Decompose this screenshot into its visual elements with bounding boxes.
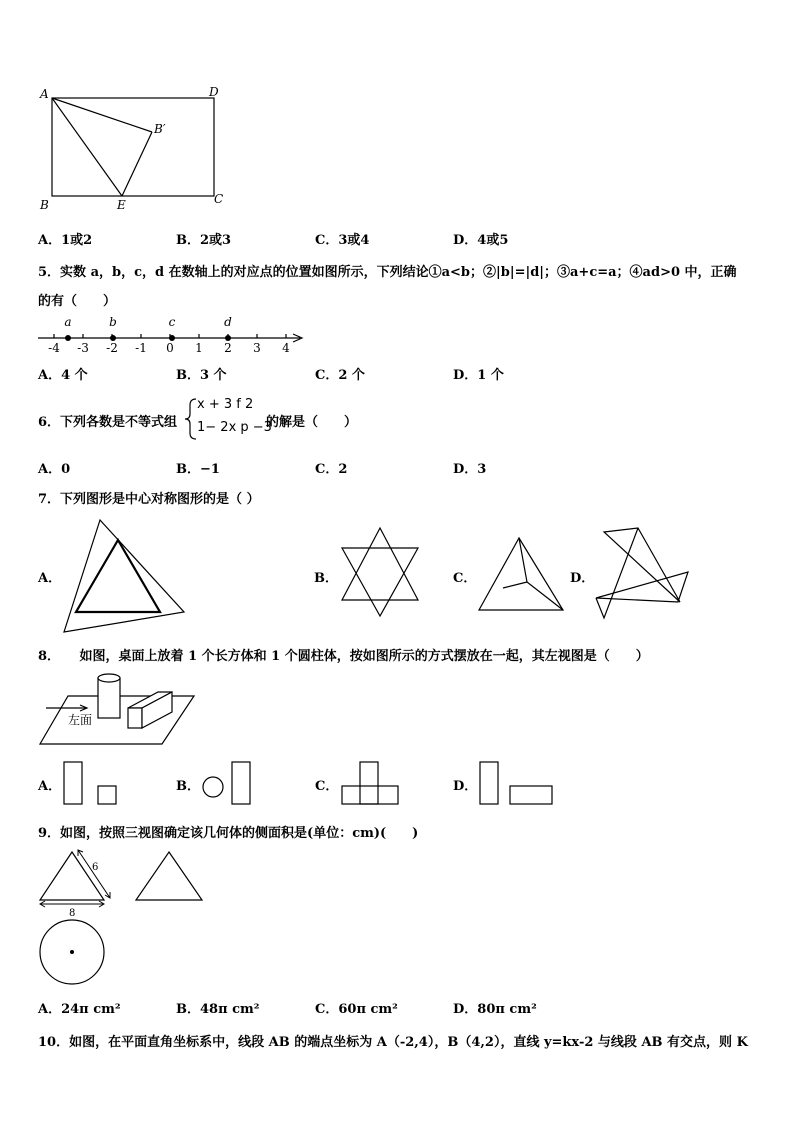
q5-option-a[interactable]: A．4 个	[38, 368, 88, 383]
q7-figure-a	[60, 518, 190, 638]
q8-option-d-label[interactable]: D．	[453, 779, 478, 794]
rectangle-abcd	[52, 98, 214, 196]
left-view-label: 左面	[68, 713, 93, 727]
tick-label: -1	[135, 341, 147, 355]
q8-option-c-label[interactable]: C．	[315, 779, 339, 794]
q8-option-c-figure	[338, 760, 408, 810]
top-view-center	[70, 950, 74, 954]
point-label-d: d	[224, 315, 232, 329]
tick-label: 3	[253, 341, 261, 355]
tick-label: 4	[282, 341, 290, 355]
q6-option-c[interactable]: C．2	[315, 462, 348, 477]
number-line-point	[65, 335, 71, 341]
q8-question: 8． 如图，桌面上放着 1 个长方体和 1 个圆柱体，按如图所示的方式摆放在一起，其左视图是（ ）	[38, 649, 649, 664]
q8-option-a-label[interactable]: A．	[38, 779, 62, 794]
q5-option-b[interactable]: B．3 个	[176, 368, 227, 383]
label-c: C	[214, 192, 224, 206]
label-b: B	[40, 198, 49, 212]
q9-three-views	[36, 846, 256, 1016]
q6-option-d[interactable]: D．3	[453, 462, 487, 477]
q4-option-d[interactable]: D．4或5	[453, 233, 509, 248]
inequality-row-2: 1− 2x p −3	[197, 420, 272, 435]
q5-option-d[interactable]: D．1 个	[453, 368, 504, 383]
side-view-triangle	[136, 852, 202, 900]
q8-option-b-figure	[200, 760, 270, 810]
q9-option-b[interactable]: B．48π cm²	[176, 1002, 260, 1017]
q4-option-b[interactable]: B．2或3	[176, 233, 232, 248]
q7-option-b-label[interactable]: B．	[314, 571, 338, 586]
q6-question-prefix: 6．下列各数是不等式组	[38, 415, 178, 430]
cylinder-top	[98, 674, 120, 682]
point-label-a: a	[64, 315, 72, 329]
q6-question-suffix: 的解是（ ）	[266, 415, 358, 430]
q7-option-d-label[interactable]: D．	[570, 571, 595, 586]
number-line-figure	[0, 312, 794, 372]
tick-label: 1	[195, 341, 203, 355]
q7-figure-d	[592, 524, 702, 624]
q9-question: 9．如图，按照三视图确定该几何体的侧面积是(单位：cm)( )	[38, 826, 419, 841]
q8-option-d-figure	[476, 760, 566, 810]
segment-ab-prime	[52, 98, 152, 132]
segment-ae	[52, 98, 122, 196]
q4-option-a[interactable]: A．1或2	[38, 233, 93, 248]
q8-option-a-figure	[60, 760, 130, 810]
point-label-c: c	[168, 315, 176, 329]
label-b-prime: B′	[154, 122, 166, 136]
side-dimension-label: 6	[92, 862, 99, 873]
tick-label: -2	[106, 341, 118, 355]
q5-question-line1: 5．实数 a，b，c，d 在数轴上的对应点的位置如图所示，下列结论①a<b；②|b|=|d|；③a+c=a；④ad>0 中，正确	[38, 265, 737, 280]
tick-label: 0	[166, 341, 174, 355]
tick-label: 2	[224, 341, 232, 355]
label-d: D	[209, 85, 219, 99]
tick-label: -4	[48, 341, 60, 355]
q8-option-b-label[interactable]: B．	[176, 779, 200, 794]
front-view-triangle	[40, 852, 104, 900]
q7-figure-b	[336, 526, 436, 616]
q5-option-c[interactable]: C．2 个	[315, 368, 365, 383]
base-dimension-label: 8	[69, 908, 76, 919]
box-front	[128, 708, 142, 728]
q4-option-c[interactable]: C．3或4	[315, 233, 370, 248]
label-e: E	[117, 198, 126, 212]
q7-option-c-label[interactable]: C．	[453, 571, 477, 586]
q6-option-a[interactable]: A．0	[38, 462, 71, 477]
segment-b-prime-e	[122, 132, 152, 196]
q5-question-line2: 的有（ ）	[38, 294, 117, 309]
point-label-b: b	[109, 315, 117, 329]
q7-figure-c	[475, 534, 575, 624]
q8-figure-desk	[38, 672, 208, 752]
q7-option-a-label[interactable]: A．	[38, 571, 62, 586]
q10-question: 10．如图，在平面直角坐标系中，线段 AB 的端点坐标为 A（-2,4），B（4,2），直线 y=kx-2 与线段 AB 有交点，则 K	[38, 1035, 748, 1050]
q6-option-b[interactable]: B．−1	[176, 462, 220, 477]
cylinder	[98, 678, 120, 718]
q9-option-c[interactable]: C．60π cm²	[315, 1002, 398, 1017]
q7-question: 7．下列图形是中心对称图形的是（ ）	[38, 492, 260, 507]
inequality-row-1: x + 3 f 2	[197, 397, 254, 412]
rectangle-fold-figure	[0, 0, 794, 220]
side-dimension-line	[78, 850, 110, 898]
label-a: A	[40, 87, 49, 101]
tick-label: -3	[77, 341, 89, 355]
q9-option-a[interactable]: A．24π cm²	[38, 1002, 121, 1017]
q9-option-d[interactable]: D．80π cm²	[453, 1002, 537, 1017]
